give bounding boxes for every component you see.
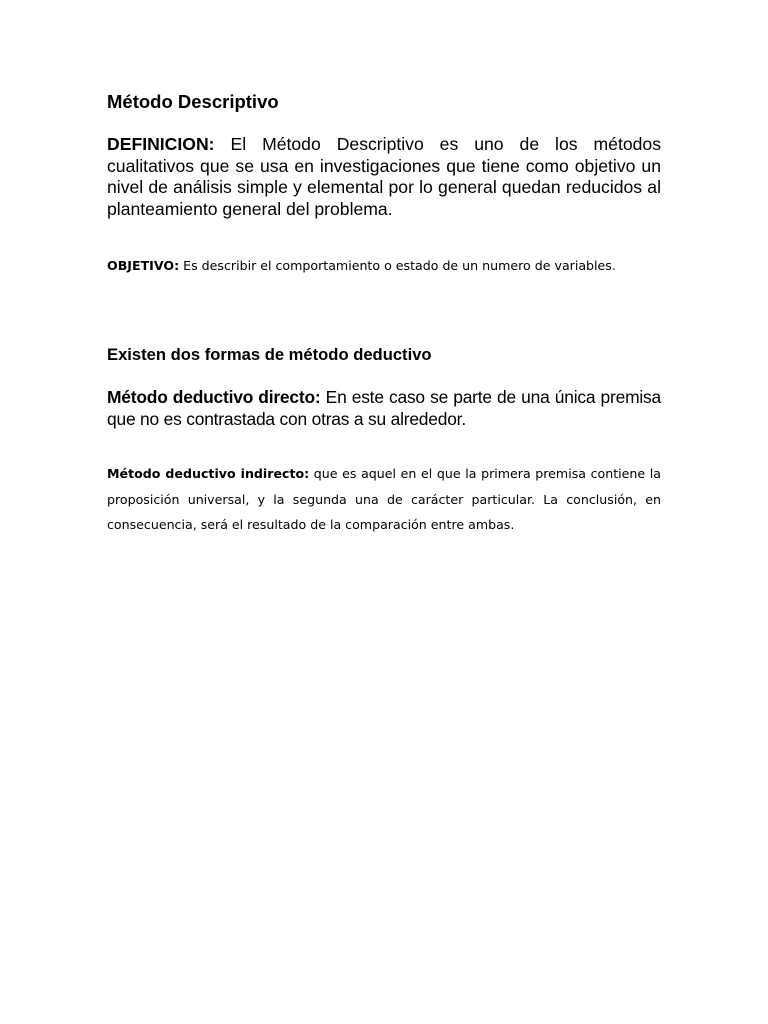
directo-text: En este caso se parte de una única premisa que no es contrastada con otras a su alrededor. — [107, 387, 661, 429]
directo-label: Método deductivo directo: — [107, 387, 321, 407]
objetivo-text: Es describir el comportamiento o estado de un numero de variables. — [179, 258, 616, 273]
objetivo-label: OBJETIVO: — [107, 258, 180, 273]
definicion-label: DEFINICION: — [107, 134, 215, 154]
indirecto-label: Método deductivo indirecto: — [107, 466, 310, 481]
indirecto-text: que es aquel en el que la primera premisa contiene la proposición universal, y la segunda una de carácter particular. La conclusión, en consecuencia, será el resultado de la comparación entre ambas. — [107, 466, 661, 532]
objetivo-paragraph — [107, 254, 661, 279]
directo-paragraph — [107, 386, 661, 430]
indirecto-paragraph — [107, 461, 661, 538]
definicion-text: El Método Descriptivo es uno de los métodos cualitativos que se usa en investigaciones que tiene como objetivo un nivel de análisis simple y elemental por lo general quedan reducidos al planteamiento general del problema. — [107, 134, 661, 220]
section-subtitle: Existen dos formas de método deductivo — [107, 345, 432, 364]
definicion-paragraph — [107, 134, 661, 221]
document-title: Método Descriptivo — [107, 91, 279, 112]
